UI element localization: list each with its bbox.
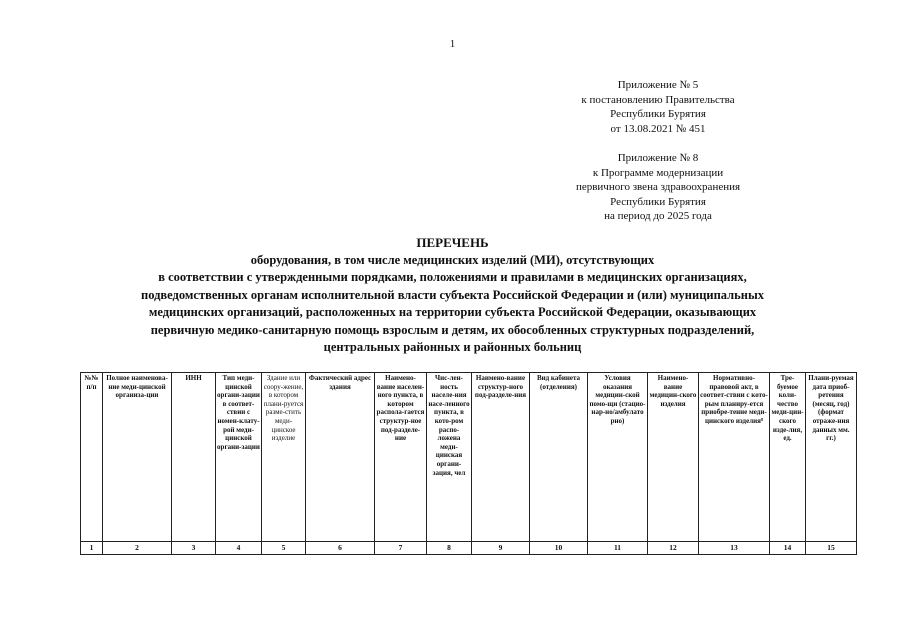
column-number: 5: [262, 542, 306, 555]
column-header: Фактический адрес здания: [306, 373, 375, 542]
column-number: 6: [306, 542, 375, 555]
column-header: ИНН: [172, 373, 216, 542]
appendix-line: к Программе модернизации: [592, 166, 724, 179]
column-number: 8: [427, 542, 472, 555]
column-number: 13: [699, 542, 770, 555]
subtitle-line: центральных районных и районных больниц: [323, 340, 582, 354]
appendix-line: Приложение № 5: [617, 79, 699, 91]
column-header: Плани-руемая дата приоб-ретения (месяц, год) (формат отраже-ния данных мм. гг.): [806, 373, 857, 542]
column-number: 7: [375, 542, 427, 555]
subtitle-line: первичную медико-санитарную помощь взрослым и детям, их обособленных структурных подразделений,: [150, 322, 755, 337]
appendix-line: Республики Бурятия: [610, 195, 706, 208]
column-number: 12: [648, 542, 699, 555]
subtitle-line: в соответствии с утвержденными порядками, положениями и правилами в медицинских организациях,: [158, 270, 747, 284]
column-header: Наимено-вание населен-ного пункта, в котором располa-гается структур-ное под-разделе-ние: [375, 373, 427, 542]
subtitle-line: медицинских организаций, расположенных на территории субъекта Российской Федерации, оказывающих: [148, 305, 757, 319]
column-number: 9: [472, 542, 530, 555]
column-number: 11: [588, 542, 648, 555]
column-number: 10: [530, 542, 588, 555]
page-number: 1: [449, 38, 456, 50]
subtitle-line: оборудования, в том числе медицинских изделий (МИ), отсутствующих: [250, 252, 655, 267]
column-number: 2: [103, 542, 172, 555]
column-number: 15: [806, 542, 857, 555]
subtitle-line: подведомственных органам исполнительной власти субъекта Российской Федерации и (или) муниципальных: [141, 287, 764, 302]
column-number: 3: [172, 542, 216, 555]
appendix-line: на период до 2025 года: [604, 210, 712, 222]
column-header: Тип меди-цинской органи-зации в соответ-ствии с номен-клату-рой меди-цинской органи-зации: [216, 373, 262, 542]
table-header-row: [81, 373, 857, 542]
column-number: 1: [81, 542, 103, 555]
column-header: Чис-лен-ность населе-ния насе-ленного пункта, в кото-ром распо-ложена меди-цинская органи-зация, чел: [427, 373, 472, 542]
column-header: Наимено-вание медицин-ского изделия: [648, 373, 699, 542]
column-header: Условия оказания медицин-ской помо-щи (стацио-нар-но/амбулато рно): [588, 373, 648, 542]
column-header: Нормативно-правовой акт, в соответ-ствии с кото-рым планиру-ется приобре-тение меди-цинского изделия⁸: [699, 373, 770, 542]
column-header: Наимено-вание структур-ного под-разделе-ния: [472, 373, 530, 542]
appendix-8-block: [543, 151, 773, 224]
document-title-block: [0, 234, 905, 357]
appendix-line: Республики Бурятия: [610, 108, 706, 120]
column-number-row: [81, 542, 857, 555]
appendix-line: к постановлению Правительства: [581, 93, 735, 106]
column-header: Полное наименова-ние меди-цинской организа-ции: [103, 373, 172, 542]
appendix-line: от 13.08.2021 № 451: [610, 122, 706, 135]
column-header: Вид кабинета (отделения): [530, 373, 588, 542]
column-header: Тре-буемое коли-чество меди-цин-ского изде-лия, ед.: [770, 373, 806, 542]
column-number: 4: [216, 542, 262, 555]
equipment-table: [80, 372, 857, 555]
appendix-line: первичного звена здравоохранения: [575, 181, 741, 193]
appendix-5-block: [543, 78, 773, 136]
column-number: 14: [770, 542, 806, 555]
column-header: №№ п/п: [81, 373, 103, 542]
document-title: ПЕРЕЧЕНЬ: [416, 235, 489, 250]
appendix-line: Приложение № 8: [617, 152, 699, 164]
column-header: Здание или соору-жение, в котором плани-руется разме-стить меди-цинское изделие: [262, 373, 306, 542]
